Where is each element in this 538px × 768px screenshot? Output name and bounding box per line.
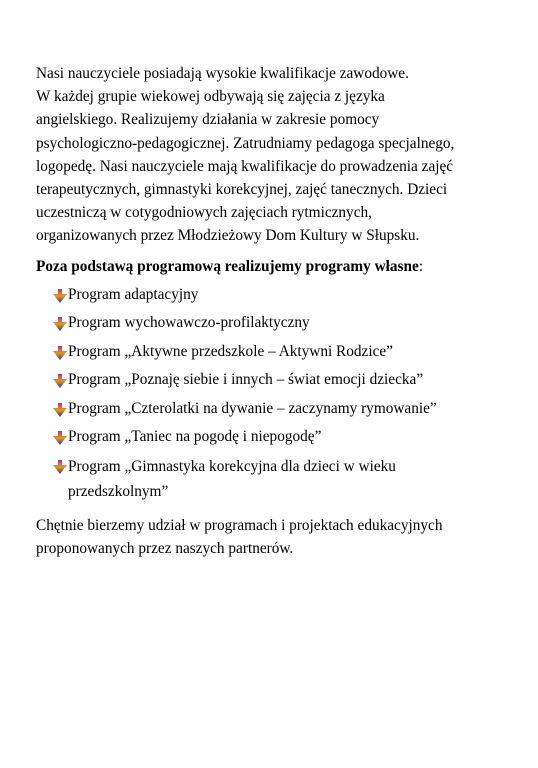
- list-item: [36, 311, 506, 340]
- intro-line: angielskiego. Realizujemy działania w zakresie pomocy: [36, 111, 380, 129]
- intro-line: psychologiczno-pedagogicznej. Zatrudniamy pedagoga specjalnego,: [36, 134, 455, 152]
- programs-list: [36, 283, 506, 481]
- arrow-bullet-icon: [52, 345, 68, 361]
- programs-heading-bold: Poza podstawą programową realizujemy programy własne: [36, 257, 419, 275]
- program-label: Program „Poznaję siebie i innych – świat emocji dziecka”: [68, 371, 424, 389]
- intro-line: logopedę. Nasi nauczyciele mają kwalifikacje do prowadzenia zajęć: [36, 157, 454, 175]
- arrow-bullet-icon: [52, 288, 68, 304]
- intro-line: uczestniczą w cotygodniowych zajęciach rytmicznych,: [36, 204, 372, 222]
- program-label-continuation: przedszkolnym”: [68, 483, 169, 501]
- intro-line: organizowanych przez Młodzieżowy Dom Kultury w Słupsku.: [36, 227, 420, 245]
- closing-paragraph: [36, 514, 506, 560]
- list-item: [36, 425, 506, 454]
- programs-heading-colon: :: [418, 257, 424, 275]
- intro-line: terapeutycznych, gimnastyki korekcyjnej, zajęć tanecznych. Dzieci: [36, 181, 448, 199]
- document-page: [36, 62, 506, 560]
- closing-line: Chętnie bierzemy udział w programach i projektach edukacyjnych: [36, 516, 443, 534]
- program-label: Program wychowawczo-profilaktyczny: [68, 314, 310, 332]
- list-item: [36, 454, 506, 481]
- list-item: [36, 397, 506, 426]
- program-label: Program „Taniec na pogodę i niepogodę”: [68, 428, 322, 446]
- arrow-bullet-icon: [52, 373, 68, 389]
- list-item: [36, 283, 506, 312]
- arrow-bullet-icon: [52, 430, 68, 446]
- program-label: Program adaptacyjny: [68, 285, 199, 303]
- arrow-bullet-icon: [52, 316, 68, 332]
- list-item: [36, 368, 506, 397]
- program-label: Program „Gimnastyka korekcyjna dla dzieci w wieku: [68, 457, 396, 475]
- closing-line: proponowanych przez naszych partnerów.: [36, 539, 294, 557]
- program-label: Program „Aktywne przedszkole – Aktywni Rodzice”: [68, 342, 393, 360]
- list-item: [36, 340, 506, 369]
- intro-paragraph: [36, 62, 506, 248]
- intro-line: Nasi nauczyciele posiadają wysokie kwalifikacje zawodowe.: [36, 65, 409, 82]
- arrow-bullet-icon: [52, 402, 68, 418]
- arrow-bullet-icon: [52, 459, 68, 475]
- programs-heading: [36, 255, 506, 278]
- intro-line: W każdej grupie wiekowej odbywają się zajęcia z języka: [36, 88, 385, 106]
- program-label: Program „Czterolatki na dywanie – zaczynamy rymowanie”: [68, 399, 437, 417]
